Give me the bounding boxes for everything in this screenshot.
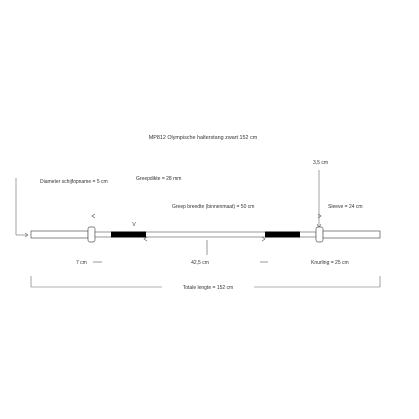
label-grip-width: Greep breedte (binnenmaat) = 50 cm: [172, 204, 255, 210]
label-middle: 42,5 cm: [191, 260, 209, 266]
dimension-ticks: [93, 240, 268, 262]
left-sleeve: [31, 231, 88, 238]
barbell: [31, 227, 380, 242]
label-left-end: 7 cm: [76, 260, 87, 266]
right-collar: [316, 227, 323, 242]
left-knurling: [111, 232, 146, 238]
right-sleeve: [323, 231, 380, 238]
label-grip-thickness: Greepdikte = 28 mm: [136, 176, 182, 182]
diameter-pointer: [16, 178, 28, 237]
label-diameter-grip: Diameter schijfopname = 5 cm: [40, 179, 108, 185]
diagram-title: MP812 Olympische halterstang zwart 152 cm: [148, 135, 258, 141]
label-total-length: Totale lengte = 152 cm: [182, 285, 234, 291]
label-center-mark: V: [132, 222, 136, 228]
label-sleeve: Sleeve = 24 cm: [328, 204, 363, 210]
right-knurling: [265, 232, 300, 238]
label-knurling: Knurling = 25 cm: [311, 260, 349, 266]
left-collar: [88, 227, 95, 242]
collar-pointer: [317, 170, 321, 228]
label-collar-height: 3,5 cm: [313, 160, 329, 166]
